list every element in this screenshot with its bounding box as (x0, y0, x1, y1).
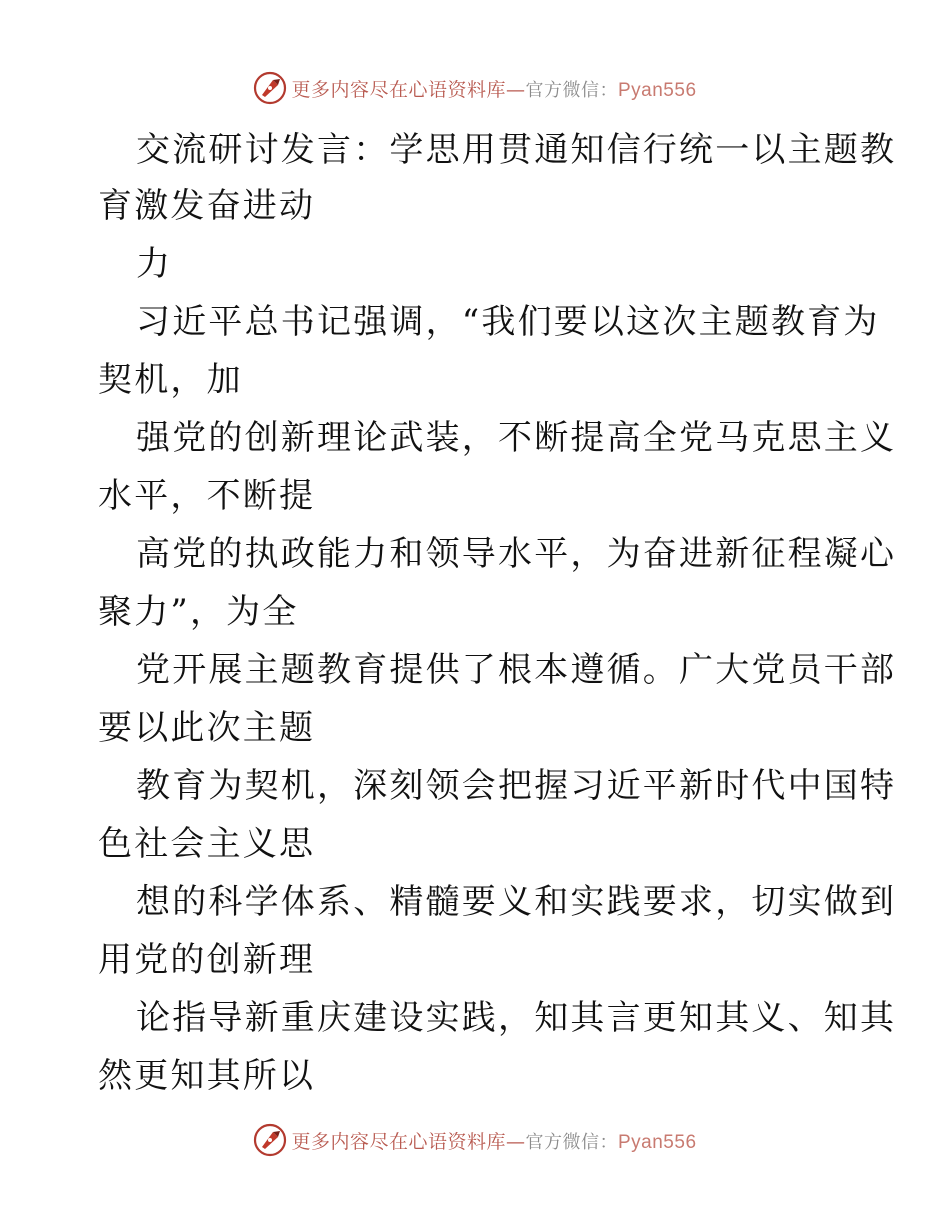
body-line-6: 强党的创新理论武装，不断提高全党马克思主义 (136, 418, 897, 458)
banner-title: 更多内容尽在心语资料库 (291, 78, 506, 101)
body-line-3: 力 (136, 244, 173, 284)
wechat-label: 官方微信： (525, 1131, 618, 1153)
body-line-2: 育激发奋进动 (98, 186, 316, 226)
wechat-id: Pyan556 (618, 1131, 697, 1153)
banner-dash: — (506, 78, 526, 101)
wechat-id: Pyan556 (618, 79, 697, 101)
body-line-17: 然更知其所以 (98, 1056, 316, 1096)
body-line-9: 聚力”，为全 (98, 592, 299, 632)
body-line-12: 教育为契机，深刻领会把握习近平新时代中国特 (136, 766, 897, 806)
body-line-14: 想的科学体系、精髓要义和实践要求，切实做到 (136, 882, 897, 922)
body-line-16: 论指导新重庆建设实践，知其言更知其义、知其 (136, 998, 897, 1038)
banner-title: 更多内容尽在心语资料库 (291, 1130, 506, 1153)
pen-nib-logo-icon (253, 1123, 287, 1157)
body-line-15: 用党的创新理 (98, 940, 316, 980)
body-line-1: 交流研讨发言：学思用贯通知信行统一以主题教 (136, 130, 897, 170)
body-line-8: 高党的执政能力和领导水平，为奋进新征程凝心 (136, 534, 897, 574)
header-banner (0, 70, 950, 106)
banner-dash: — (506, 1130, 526, 1153)
pen-nib-logo-icon (253, 71, 287, 105)
body-line-13: 色社会主义思 (98, 824, 316, 864)
wechat-label: 官方微信： (525, 79, 618, 101)
body-line-10: 党开展主题教育提供了根本遵循。广大党员干部 (136, 650, 897, 690)
banner-text (291, 75, 696, 102)
body-line-11: 要以此次主题 (98, 708, 316, 748)
banner-text (291, 1127, 696, 1154)
body-line-7: 水平，不断提 (98, 476, 316, 516)
body-line-5: 契机，加 (98, 360, 243, 400)
footer-banner (0, 1122, 950, 1158)
body-line-4: 习近平总书记强调，“我们要以这次主题教育为 (136, 302, 880, 342)
